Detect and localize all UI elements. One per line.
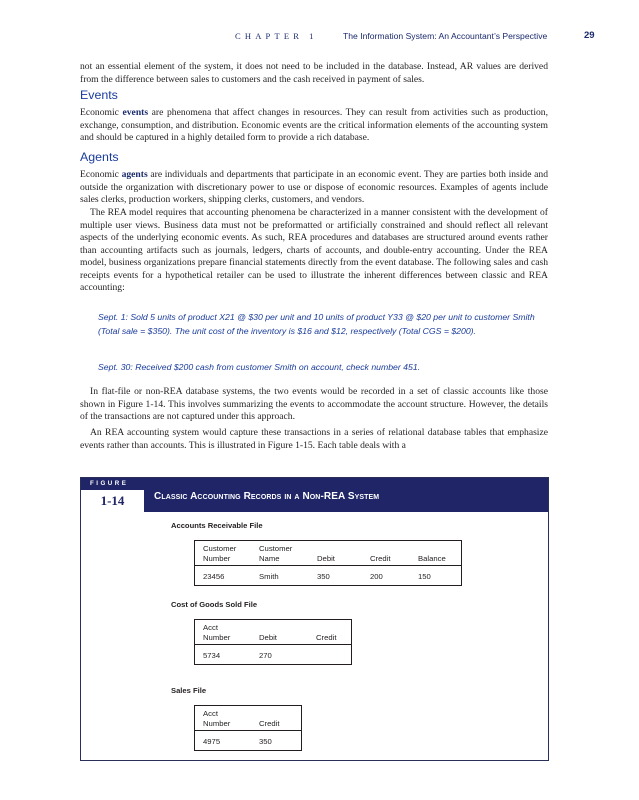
sales-header-credit: Credit [259, 719, 280, 728]
sales-cell-acct-number: 4975 [203, 737, 221, 746]
chapter-label: CHAPTER 1 [235, 31, 318, 41]
ar-cell-customer-number: 23456 [203, 572, 225, 581]
intro-paragraph: not an essential element of the system, it does not need to be included in the database. Instead, AR values are derived from the difference between sales to customers and the cash received in payment of sales. [80, 61, 548, 85]
table-header-row [195, 620, 351, 645]
example-event-sept-30: Sept. 30: Received $200 cash from customer Smith on account, check number 451. [98, 362, 421, 372]
table-row [195, 732, 301, 750]
ar-header-debit: Debit [317, 554, 335, 563]
sales-file-title: Sales File [171, 686, 207, 695]
events-keyword: events [122, 107, 149, 118]
cgs-cell-acct-number: 5734 [203, 651, 221, 660]
ar-file-table [194, 540, 462, 586]
cgs-header-acct-number: Acct Number [203, 623, 231, 642]
events-heading: Events [80, 88, 118, 102]
page-number: 29 [584, 30, 595, 41]
rea-paragraph: The REA model requires that accounting phenomena be characterized in a manner consistent with the development of multiple user views. Business data must not be preformatted or artificially constrained and should reflect all relevant aspects of the underlying economic events. As such, REA procedures and databases are structured around events rather than accounting artifacts such as journals, ledgers, charts of accounts, and double-entry accounting. Under the REA model, business organizations prepare financial statements directly from the event database. The following sales and cash receipts events for a hypothetical retailer can be used to illustrate the inherent differences between classic and REA accounting: [80, 207, 548, 294]
cgs-cell-debit: 270 [259, 651, 272, 660]
table-header-row [195, 706, 301, 731]
agents-paragraph: Economic agents are individuals and departments that participate in an economic event. They are parties both inside and outside the organization with discretionary power to use or dispose of economic resources. Examples of agents include sales clerks, production workers, shipping clerks, customers, and vendors. [80, 169, 549, 206]
rea-system-paragraph: An REA accounting system would capture these transactions in a series of relational database tables that emphasize events rather than accounts. This is illustrated in Figure 1-15. Each table deals with a [80, 427, 548, 451]
events-paragraph: Economic events are phenomena that affect changes in resources. They can result from activities such as production, exchange, consumption, and distribution. Economic events are the critical information elements of the accounting system and should be captured in a highly detailed form to provide a rich database. [80, 107, 548, 144]
ar-header-customer-name: Customer Name [259, 544, 293, 563]
ar-header-customer-number: Customer Number [203, 544, 237, 563]
cgs-header-debit: Debit [259, 633, 277, 642]
cgs-file-table [194, 619, 352, 665]
agents-keyword: agents [121, 169, 148, 180]
agents-heading: Agents [80, 150, 119, 164]
figure-label: FIGURE [90, 480, 129, 487]
table-row [195, 646, 351, 664]
ar-cell-debit: 350 [317, 572, 330, 581]
book-title: The Information System: An Accountant’s Perspective [343, 31, 548, 41]
sales-file-table [194, 705, 302, 751]
figure-number-box [81, 490, 144, 512]
table-row [195, 567, 461, 585]
table-header-row [195, 541, 461, 566]
ar-header-credit: Credit [370, 554, 391, 563]
running-header [0, 31, 639, 45]
cgs-header-credit: Credit [316, 633, 337, 642]
cgs-file-title: Cost of Goods Sold File [171, 600, 258, 609]
figure-number: 1-14 [100, 493, 125, 508]
sales-cell-credit: 350 [259, 737, 272, 746]
sales-header-acct-number: Acct Number [203, 709, 231, 728]
ar-cell-balance: 150 [418, 572, 431, 581]
ar-file-title: Accounts Receivable File [171, 521, 263, 530]
ar-header-balance: Balance [418, 554, 446, 563]
figure-banner [81, 478, 548, 512]
example-event-sept-1: Sept. 1: Sold 5 units of product X21 @ $30 per unit and 10 units of product Y33 @ $20 per unit to customer Smith (Total sale = $350). The unit cost of the inventory is $16 and $12, respectively (Total CGS = $200). [98, 312, 535, 336]
flat-file-paragraph: In flat-file or non-REA database systems, the two events would be recorded in a set of classic accounts like those shown in Figure 1-14. This involves summarizing the events to accommodate the account structure. However, the details of the transactions are not captured under this approach. [80, 386, 548, 423]
figure-title: Classic Accounting Records in a Non-REA System [154, 491, 380, 502]
ar-cell-customer-name: Smith [259, 572, 279, 581]
figure-1-14 [80, 477, 549, 761]
ar-cell-credit: 200 [370, 572, 383, 581]
